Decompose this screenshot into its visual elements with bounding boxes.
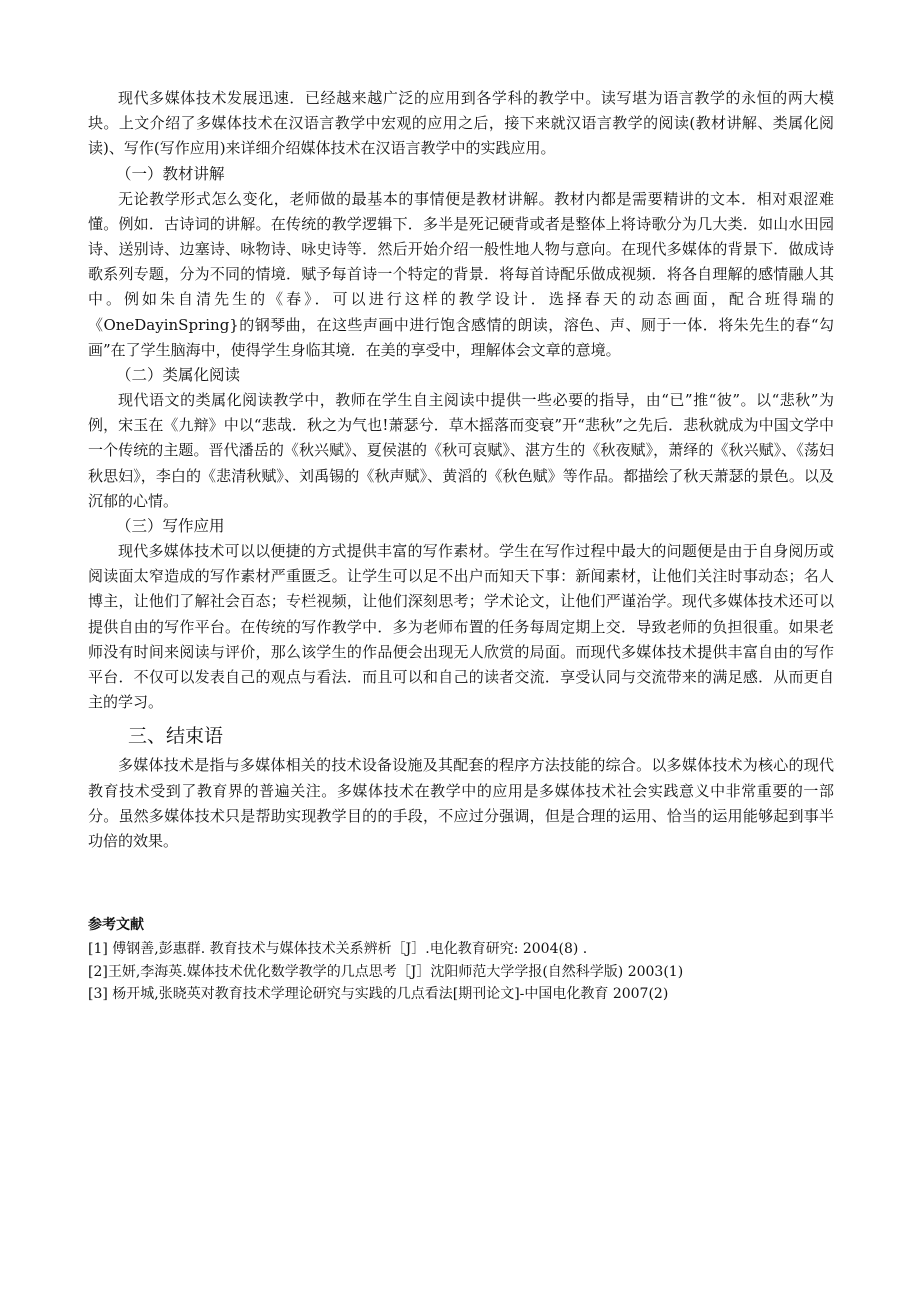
subsection-paragraph-textbook: 无论教学形式怎么变化，老师做的最基本的事情便是教材讲解。教材内都是需要精讲的文本．相对艰涩难懂。例如．古诗词的讲解。在传统的教学逻辑下．多半是死记硬背或者是整体上将诗歌分为几大类．如山水田园诗、送别诗、边塞诗、咏物诗、咏史诗等．然后开始介绍一般性地人物与意向。在现代多媒体的背景下．做成诗歌系列专题，分为不同的情境．赋予每首诗一个特定的背景．将每首诗配乐做成视频．将各自理解的感情融人其中。例如朱自清先生的《春》．可以进行这样的教学设计．选择春天的动态画面，配合班得瑞的《OneDayinSpring}的钢琴曲，在这些声画中进行饱含感情的朗读，溶色、声、厕于一体．将朱先生的春“勾画”在了学生脑海中，使得学生身临其境．在美的享受中，理解体会文章的意境。 — [88, 189, 834, 359]
subsection-heading-textbook: （一）教材讲解 — [116, 164, 225, 183]
conclusion-heading: 三、结束语 — [128, 725, 224, 748]
reference-item: [2]王妍,李海英.媒体技术优化数学教学的几点思考［J］沈阳师范大学学报(自然科学版) 2003(1) — [88, 963, 684, 980]
reference-item: [1] 傅钢善,彭惠群. 教育技术与媒体技术关系辨析［J］.电化教育研究: 2004(8) . — [88, 941, 588, 958]
subsection-paragraph-writing: 现代多媒体技术可以以便捷的方式提供丰富的写作素材。学生在写作过程中最大的问题便是由于自身阅历或阅读面太窄造成的写作素材严重匮乏。让学生可以足不出户而知天下事：新闻素材，让他们关注时事动态；名人博主，让他们了解社会百态；专栏视频，让他们深刻思考；学术论文，让他们严谨治学。现代多媒体技术还可以提供自由的写作平台。在传统的写作教学中．多为老师布置的任务每周定期上交．导致老师的负担很重。如果老师没有时间来阅读与评价，那么该学生的作品便会出现无人欣赏的局面。而现代多媒体技术提供丰富自由的写作平台．不仅可以发表自己的观点与看法．而且可以和自己的读者交流．享受认同与交流带来的满足感．从而更自主的学习。 — [88, 542, 834, 712]
references-title: 参考文献 — [88, 917, 144, 934]
subsection-heading-writing: （三）写作应用 — [116, 517, 225, 536]
intro-paragraph: 现代多媒体技术发展迅速．已经越来越广泛的应用到各学科的教学中。读写堪为语言教学的永恒的两大模块。上文介绍了多媒体技术在汉语言教学中宏观的应用之后，接下来就汉语言教学的阅读(教材讲解、类属化阅读)、写作(写作应用)来详细介绍媒体技术在汉语言教学中的实践应用。 — [88, 89, 834, 158]
subsection-paragraph-reading: 现代语文的类属化阅读教学中，教师在学生自主阅读中提供一些必要的指导，由“已”推“彼”。以“悲秋”为例，宋玉在《九辩》中以“悲哉．秋之为气也!萧瑟兮．草木摇落而变衰”开“悲秋”之先后．悲秋就成为中国文学中一个传统的主题。晋代潘岳的《秋兴赋》、夏侯湛的《秋可哀赋》、湛方生的《秋夜赋》，萧绎的《秋兴赋》、《荡妇秋思妇》，李白的《悲清秋赋》、刘禹锡的《秋声赋》、黄滔的《秋色赋》等作品。都描绘了秋天萧瑟的景色。以及沉郁的心情。 — [88, 391, 834, 510]
subsection-heading-reading: （二）类属化阅读 — [116, 366, 241, 385]
conclusion-paragraph: 多媒体技术是指与多媒体相关的技术设备设施及其配套的程序方法技能的综合。以多媒体技术为核心的现代教育技术受到了教育界的普遍关注。多媒体技术在教学中的应用是多媒体技术社会实践意义中非常重要的一部分。虽然多媒体技术只是帮助实现教学目的的手段，不应过分强调，但是合理的运用、恰当的运用能够起到事半功倍的效果。 — [88, 756, 834, 851]
reference-item: [3] 杨开城,张晓英对教育技术学理论研究与实践的几点看法[期刊论文]-中国电化教育 2007(2) — [88, 986, 669, 1003]
document-page — [88, 86, 834, 1006]
references-section — [88, 914, 834, 1006]
